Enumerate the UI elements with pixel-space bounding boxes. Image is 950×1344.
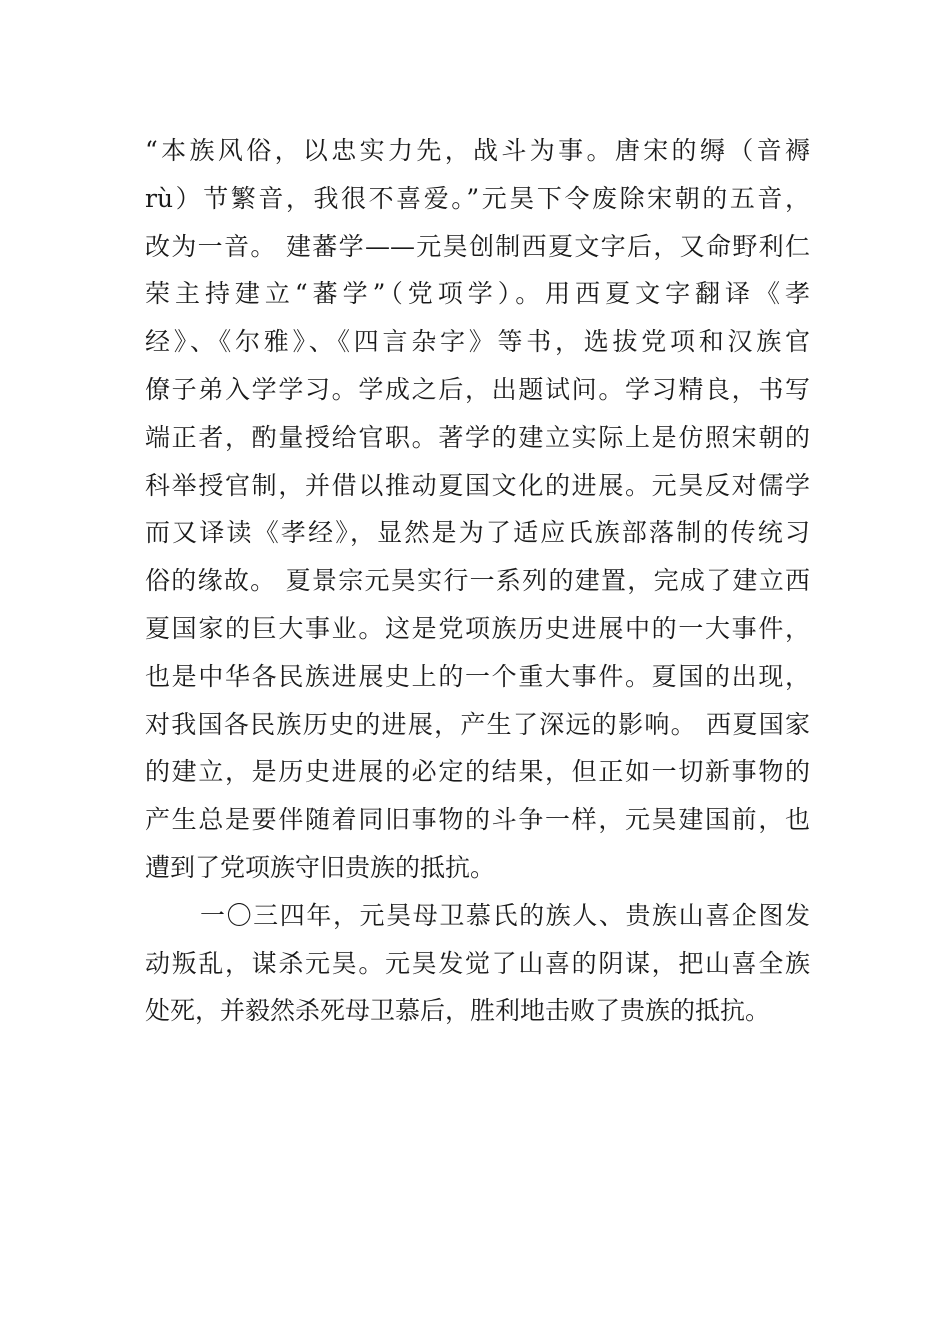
text-line: 的建立，是历史进展的必定的结果，但正如一切新事物的 (145, 757, 810, 787)
text-line: 也是中华各民族进展史上的一个重大事件。夏国的出现， (145, 661, 810, 691)
text-line: 荣主持建立“蕃学”（党项学）。用西夏文字翻译《孝 (145, 279, 810, 309)
text-line: “本族风俗，以忠实力先，战斗为事。唐宋的缛（音褥 (145, 136, 810, 165)
paragraph-2 (145, 892, 810, 1035)
text-line: 一〇三四年，元昊母卫慕氏的族人、贵族山喜企图发 (200, 900, 810, 930)
text-line: 夏国家的巨大事业。这是党项族历史进展中的一大事件， (145, 613, 810, 643)
text-line: 产生总是要伴随着同旧事物的斗争一样，元昊建国前，也 (145, 805, 810, 835)
text-line: 科举授官制，并借以推动夏国文化的进展。元昊反对儒学 (145, 470, 810, 500)
text-line: 而又译读《孝经》，显然是为了适应氏族部落制的传统习 (145, 518, 810, 548)
paragraph-1 (145, 127, 810, 892)
text-line: 端正者，酌量授给官职。著学的建立实际上是仿照宋朝的 (145, 422, 810, 452)
text-line: 动叛乱，谋杀元昊。元昊发觉了山喜的阴谋，把山喜全族 (145, 948, 810, 978)
text-line: 经》、《尔雅》、《四言杂字》等书，选拔党项和汉族官 (145, 327, 810, 357)
text-line: rù）节繁音，我很不喜爱。”元昊下令废除宋朝的五音， (145, 183, 810, 213)
text-line: 遭到了党项族守旧贵族的抵抗。 (145, 852, 496, 882)
body-text (145, 127, 810, 1035)
text-line: 处死，并毅然杀死母卫慕后，胜利地击败了贵族的抵抗。 (145, 996, 771, 1026)
text-line: 俗的缘故。 夏景宗元昊实行一系列的建置，完成了建立西 (145, 566, 810, 596)
text-line: 改为一音。 建蕃学——元昊创制西夏文字后，又命野利仁 (145, 231, 810, 261)
text-line: 僚子弟入学学习。学成之后，出题试问。学习精良，书写 (145, 374, 810, 404)
text-line: 对我国各民族历史的进展，产生了深远的影响。 西夏国家 (145, 709, 810, 739)
